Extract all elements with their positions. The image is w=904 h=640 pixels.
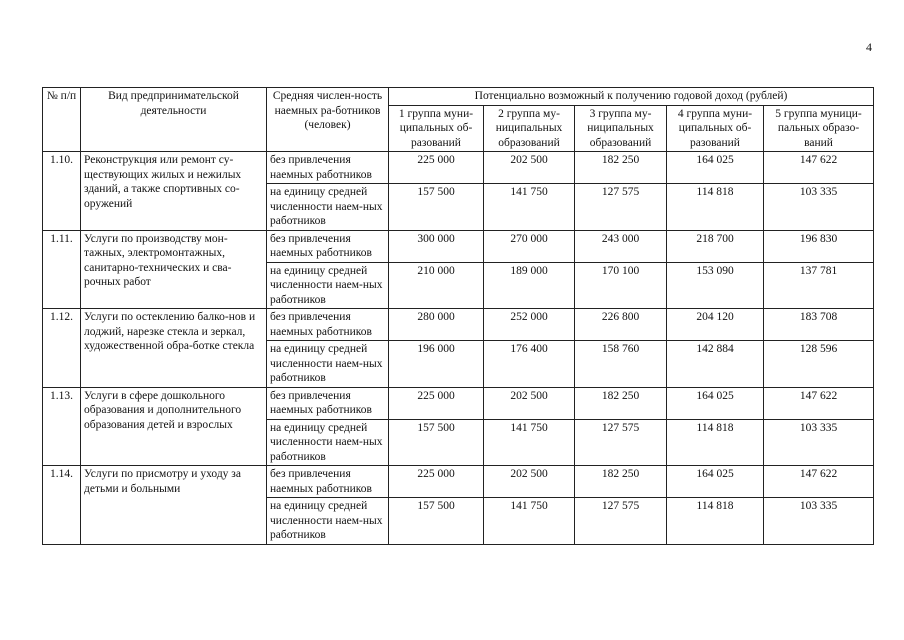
table-row	[43, 387, 874, 419]
value-cell: 280 000	[389, 309, 484, 341]
value-cell: 182 250	[575, 152, 667, 184]
header-group-5: 5 группа муници-пальных образо-ваний	[764, 105, 874, 152]
value-cell: 164 025	[667, 387, 764, 419]
activity-cell: Услуги в сфере дошкольного образования и дополнительного образования детей и взрослых	[81, 387, 267, 466]
value-cell: 202 500	[484, 152, 575, 184]
value-cell: 226 800	[575, 309, 667, 341]
value-cell: 157 500	[389, 419, 484, 466]
value-cell: 225 000	[389, 466, 484, 498]
value-cell: 182 250	[575, 387, 667, 419]
value-cell: 210 000	[389, 262, 484, 309]
value-cell: 196 830	[764, 230, 874, 262]
value-cell: 218 700	[667, 230, 764, 262]
value-cell: 142 884	[667, 341, 764, 388]
value-cell: 127 575	[575, 498, 667, 545]
value-cell: 127 575	[575, 184, 667, 231]
mode-cell: без привлечения наемных работников	[267, 466, 389, 498]
activity-cell: Услуги по присмотру и уходу за детьми и больными	[81, 466, 267, 545]
value-cell: 189 000	[484, 262, 575, 309]
value-cell: 157 500	[389, 184, 484, 231]
value-cell: 137 781	[764, 262, 874, 309]
activity-cell: Реконструкция или ремонт су-ществующих жилых и нежилых зданий, а также спортивных со-оружений	[81, 152, 267, 231]
value-cell: 225 000	[389, 387, 484, 419]
value-cell: 114 818	[667, 419, 764, 466]
mode-cell: на единицу средней численности наем-ных работников	[267, 419, 389, 466]
value-cell: 103 335	[764, 184, 874, 231]
header-group-2: 2 группа му-ниципальных образований	[484, 105, 575, 152]
value-cell: 103 335	[764, 498, 874, 545]
value-cell: 202 500	[484, 387, 575, 419]
mode-cell: на единицу средней численности наем-ных работников	[267, 262, 389, 309]
value-cell: 128 596	[764, 341, 874, 388]
header-income: Потенциально возможный к получению годовой доход (рублей)	[389, 88, 874, 106]
mode-cell: без привлечения наемных работников	[267, 152, 389, 184]
value-cell: 270 000	[484, 230, 575, 262]
activity-cell: Услуги по остеклению балко-нов и лоджий, нарезке стекла и зеркал, художественной обра-ботке стекла	[81, 309, 267, 388]
value-cell: 141 750	[484, 419, 575, 466]
value-cell: 164 025	[667, 466, 764, 498]
table-row	[43, 309, 874, 341]
header-group-3: 3 группа му-ниципальных образований	[575, 105, 667, 152]
value-cell: 147 622	[764, 152, 874, 184]
mode-cell: на единицу средней численности наем-ных работников	[267, 341, 389, 388]
value-cell: 300 000	[389, 230, 484, 262]
activity-cell: Услуги по производству мон-тажных, электромонтажных, санитарно-технических и сва-рочных работ	[81, 230, 267, 309]
value-cell: 252 000	[484, 309, 575, 341]
value-cell: 196 000	[389, 341, 484, 388]
header-group-1: 1 группа муни-ципальных об-разований	[389, 105, 484, 152]
mode-cell: без привлечения наемных работников	[267, 230, 389, 262]
header-num: № п/п	[43, 88, 81, 152]
value-cell: 243 000	[575, 230, 667, 262]
value-cell: 147 622	[764, 466, 874, 498]
row-number: 1.11.	[43, 230, 81, 309]
row-number: 1.13.	[43, 387, 81, 466]
value-cell: 170 100	[575, 262, 667, 309]
mode-cell: на единицу средней численности наем-ных работников	[267, 498, 389, 545]
value-cell: 153 090	[667, 262, 764, 309]
table-row	[43, 152, 874, 184]
header-avg-count: Средняя числен-ность наемных ра-ботников (человек)	[267, 88, 389, 152]
value-cell: 103 335	[764, 419, 874, 466]
value-cell: 183 708	[764, 309, 874, 341]
header-row-1	[43, 88, 874, 106]
header-activity: Вид предпринимательской деятельности	[81, 88, 267, 152]
value-cell: 141 750	[484, 184, 575, 231]
table-row	[43, 230, 874, 262]
value-cell: 204 120	[667, 309, 764, 341]
row-number: 1.12.	[43, 309, 81, 388]
value-cell: 225 000	[389, 152, 484, 184]
value-cell: 176 400	[484, 341, 575, 388]
value-cell: 202 500	[484, 466, 575, 498]
income-table	[42, 87, 874, 545]
value-cell: 114 818	[667, 184, 764, 231]
value-cell: 157 500	[389, 498, 484, 545]
table-row	[43, 466, 874, 498]
value-cell: 141 750	[484, 498, 575, 545]
value-cell: 158 760	[575, 341, 667, 388]
mode-cell: без привлечения наемных работников	[267, 387, 389, 419]
mode-cell: на единицу средней численности наем-ных работников	[267, 184, 389, 231]
value-cell: 114 818	[667, 498, 764, 545]
mode-cell: без привлечения наемных работников	[267, 309, 389, 341]
value-cell: 182 250	[575, 466, 667, 498]
value-cell: 164 025	[667, 152, 764, 184]
row-number: 1.14.	[43, 466, 81, 545]
header-group-4: 4 группа муни-ципальных об-разований	[667, 105, 764, 152]
row-number: 1.10.	[43, 152, 81, 231]
value-cell: 147 622	[764, 387, 874, 419]
page-number: 4	[866, 40, 872, 54]
value-cell: 127 575	[575, 419, 667, 466]
